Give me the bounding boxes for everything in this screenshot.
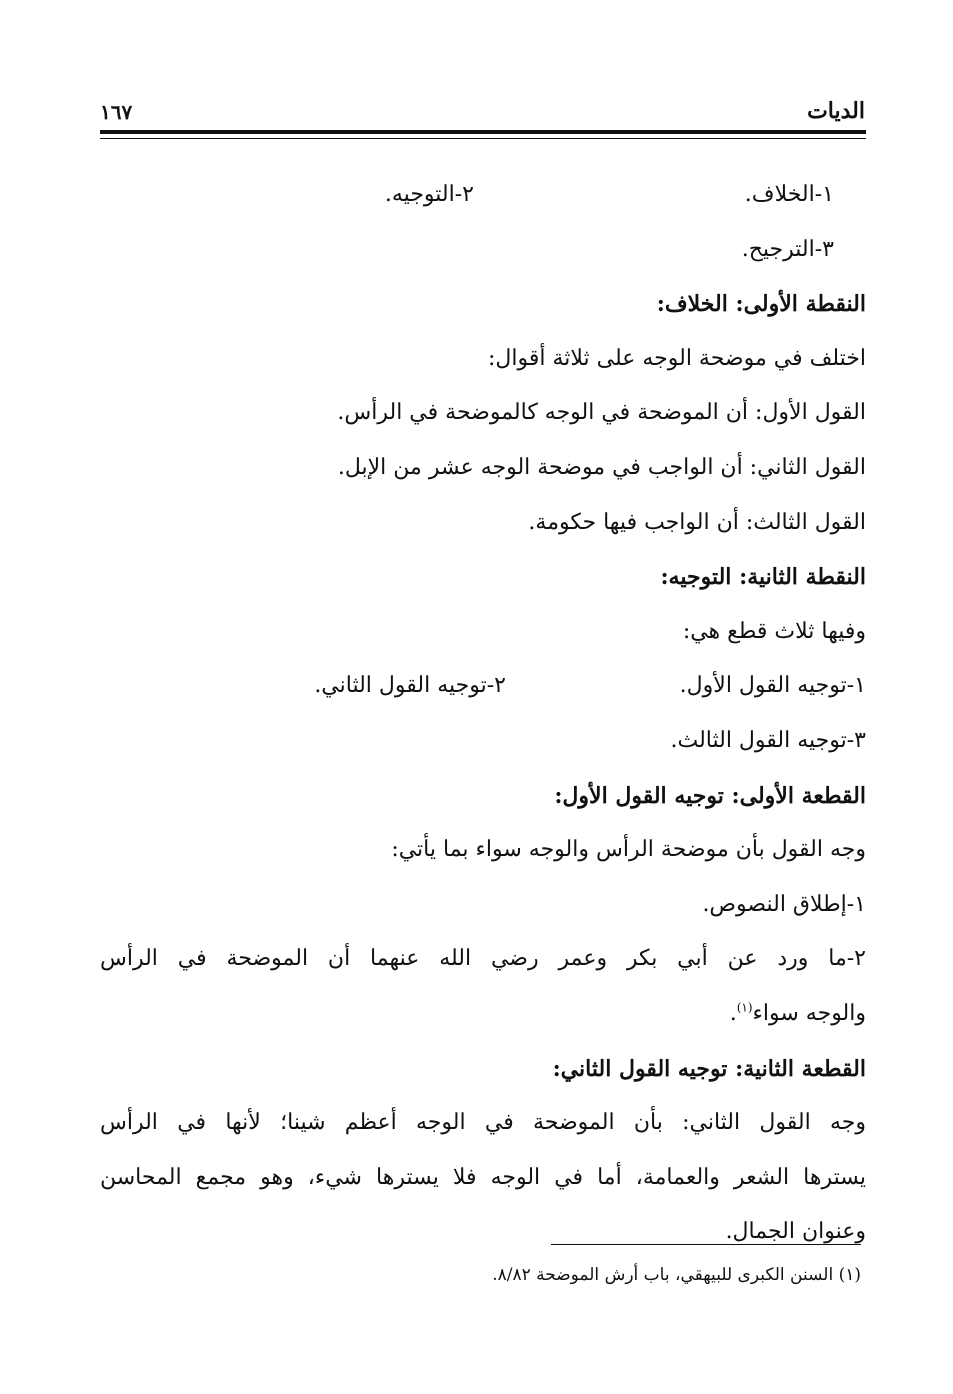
outline-items-row-1 (100, 168, 866, 223)
footnote-ref-1: (١) (736, 1000, 753, 1015)
section-item-1: ١-توجيه القول الأول. (679, 673, 866, 699)
section-heading-point-1: النقطة الأولى: الخلاف: (656, 291, 866, 318)
opinion-2: القول الثاني: أن الواجب في موضحة الوجه عشر من الإبل. (337, 454, 866, 480)
opinion-3: القول الثالث: أن الواجب فيها حكومة. (528, 509, 866, 535)
section-heading-point-2: النقطة الثانية: التوجيه: (660, 564, 866, 591)
outline-item-3: ٣-الترجيح. (741, 236, 834, 262)
sentence-end: . (729, 1000, 737, 1026)
footnote-1: (١) السنن الكبرى للبيهقي، باب أرش الموضحة ٨/٨٢. (492, 1265, 861, 1285)
justification-item-2-cont (100, 987, 866, 1042)
header-rule-thick (100, 130, 866, 134)
subsection-heading-1: القطعة الأولى: توجيه القول الأول: (554, 782, 866, 809)
subsection-heading-2: القطعة الثانية: توجيه القول الثاني: (552, 1055, 866, 1082)
footnote-separator (551, 1244, 861, 1245)
opinion-1: القول الأول: أن الموضحة في الوجه كالموضحة في الرأس. (337, 400, 866, 426)
justification-item-2-end: والوجه سواء (752, 1000, 866, 1026)
sections-row-1 (100, 659, 866, 714)
body-text (100, 168, 866, 1260)
page-number: ١٦٧ (100, 100, 133, 124)
paragraph-intro: اختلف في موضحة الوجه على ثلاثة أقوال: (487, 345, 866, 371)
paragraph-justification-2-line-2: يسترها الشعر والعمامة، أما في الوجه فلا يسترها شيء، وهو مجمع المحاسن (100, 1164, 866, 1190)
outline-item-2: ٢-التوجيه. (384, 182, 474, 207)
justification-item-1: ١-إطلاق النصوص. (702, 891, 866, 917)
paragraph-justification-1: وجه القول بأن موضحة الرأس والوجه سواء بما يأتي: (391, 837, 866, 863)
paragraph-justification-2-line-1: وجه القول الثاني: بأن الموضحة في الوجه أعظم شينا؛ لأنها في الرأس (100, 1110, 866, 1136)
paragraph-sections-intro: وفيها ثلاث قطع هي: (682, 618, 866, 644)
paragraph-justification-2-line-3: وعنوان الجمال. (725, 1219, 866, 1245)
running-header-title: الديات (807, 98, 865, 124)
header-rule-thin (100, 138, 866, 139)
justification-item-2: ٢-ما ورد عن أبي بكر وعمر رضي الله عنهما أن الموضحة في الرأس (100, 946, 866, 972)
section-item-2: ٢-توجيه القول الثاني. (314, 673, 506, 699)
section-item-3: ٣-توجيه القول الثالث. (670, 727, 866, 753)
outline-item-1: ١-الخلاف. (744, 182, 834, 207)
